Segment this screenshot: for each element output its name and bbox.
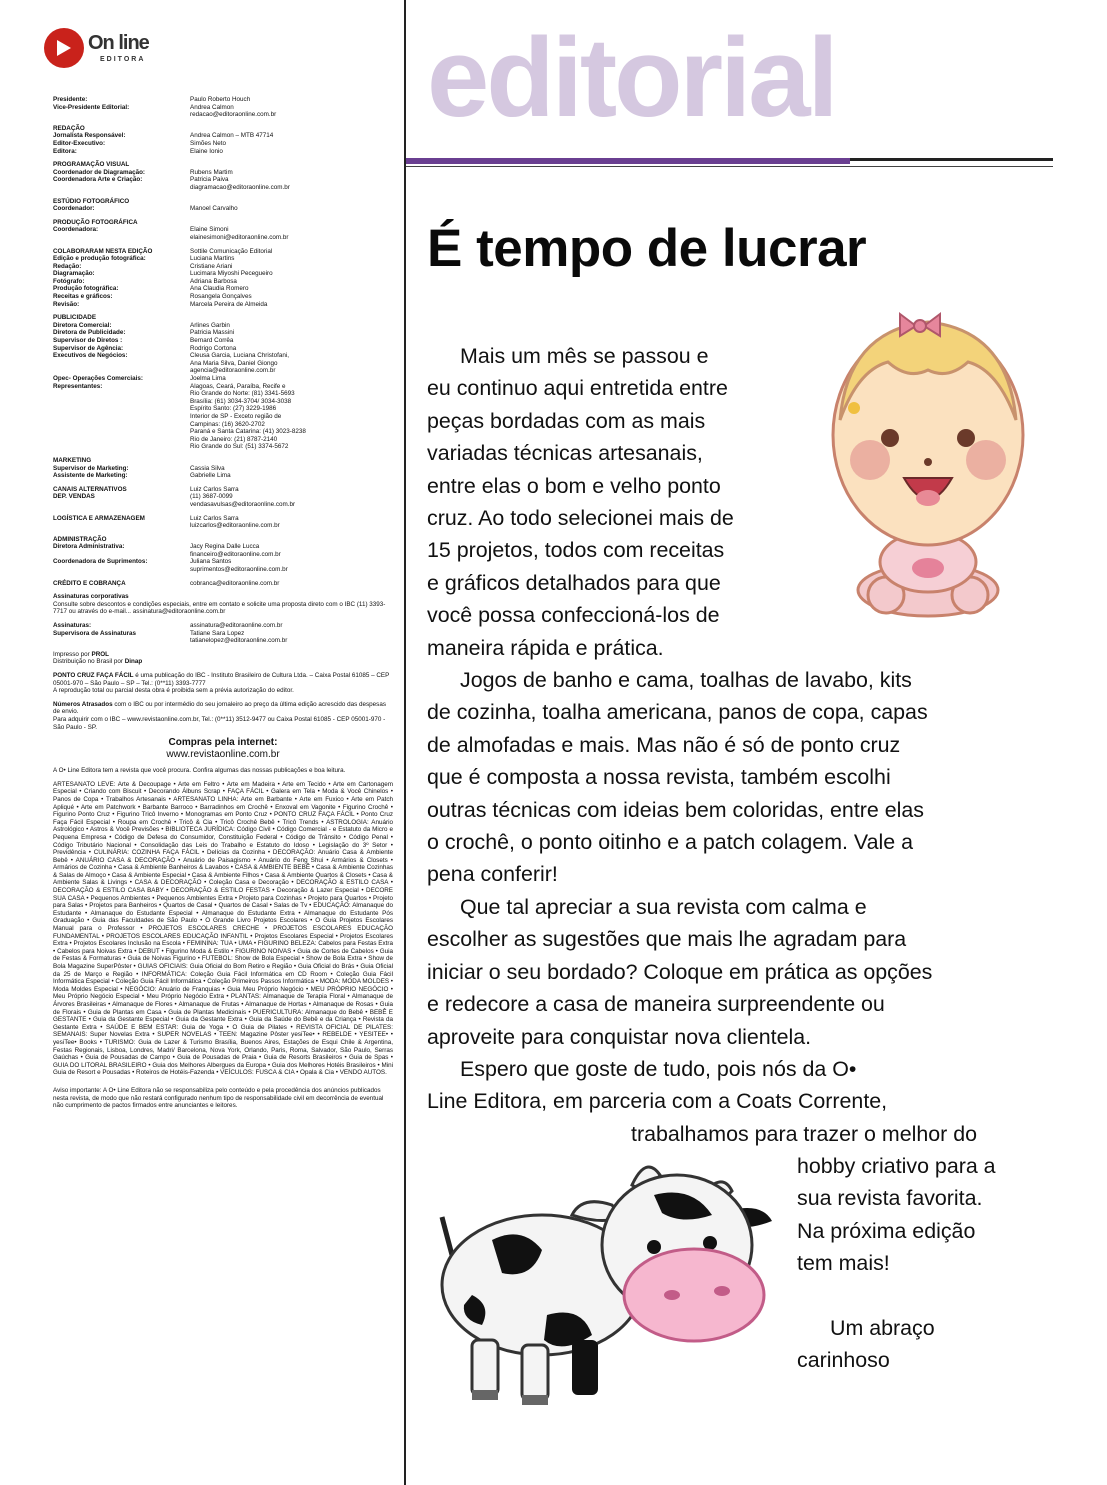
staff-role: Coordenadora de Suprimentos: xyxy=(53,558,148,566)
staff-row xyxy=(53,270,393,278)
staff-row xyxy=(53,255,393,263)
staff-role xyxy=(53,551,190,559)
section-heading-value: Luiz Carlos Sarra xyxy=(190,514,239,522)
section-title: editorial xyxy=(427,15,836,140)
staff-marketing xyxy=(53,457,393,480)
body-block-1 xyxy=(427,340,734,664)
staff-row xyxy=(53,234,393,242)
staff-role: Diagramação: xyxy=(53,270,95,278)
text-line: peças bordadas com as mais xyxy=(427,408,706,433)
staff-role: Supervisora de Assinaturas xyxy=(53,629,137,637)
staff-role xyxy=(53,367,190,375)
publisher-logo xyxy=(44,28,174,72)
staff-role: Coordenadora Arte e Criação: xyxy=(53,176,143,184)
back-issues-contact: Para adquirir com o IBC – www.revistaonline.com.br, Tel.: (0**11) 3512-9477 ou Caixa Postal 61085 - CEP 05001-970 - São Paulo - SP. xyxy=(53,715,386,731)
text-line: entre elas o bom e velho ponto xyxy=(427,473,721,498)
staff-row xyxy=(53,522,393,530)
printed-by-label: Impresso por xyxy=(53,650,90,658)
staff-row xyxy=(53,465,393,473)
dark-rule xyxy=(850,158,1053,161)
staff-row xyxy=(53,176,393,184)
staff-role: Coordenadora: xyxy=(53,226,99,234)
staff-role xyxy=(53,566,190,574)
staff-role: Editora: xyxy=(53,147,77,155)
distribution-label: Distribuição no Brasil por xyxy=(53,658,123,666)
staff-row xyxy=(53,345,393,353)
staff-row xyxy=(53,169,393,177)
staff-value: elainesimoni@editoraonline.com.br xyxy=(190,233,289,241)
staff-row xyxy=(53,329,393,337)
staff-administracao xyxy=(53,536,393,574)
staff-value: Elaine Simoni xyxy=(190,226,229,234)
staff-programacao xyxy=(53,161,393,191)
section-heading: PROGRAMAÇÃO VISUAL xyxy=(53,161,130,169)
staff-role: Editor-Executivo: xyxy=(53,139,106,147)
staff-row xyxy=(53,383,393,391)
staff-row xyxy=(53,360,393,368)
staff-role: Assinaturas: xyxy=(53,622,92,630)
body-block-4 xyxy=(427,1053,887,1118)
corporate-subscriptions xyxy=(53,593,393,616)
staff-row xyxy=(53,390,393,398)
staff-role: Vice-Presidente Editorial: xyxy=(53,103,130,111)
text-line: Na próxima edição xyxy=(797,1218,976,1243)
text-line: eu continuo aqui entretida entre xyxy=(427,376,728,401)
staff-value: Rosangela Gonçalves xyxy=(190,293,252,301)
staff-value: Juliana Santos xyxy=(190,558,232,566)
text-line: Mais um mês se passou e xyxy=(460,344,709,368)
staff-value: financeiro@editoraonline.com.br xyxy=(190,550,281,558)
staff-value: Rio Grande do Sul: (51) 3374-5672 xyxy=(190,443,289,451)
staff-value: Tatiane Sara Lopez xyxy=(190,629,245,637)
staff-value: Paulo Roberto Houch xyxy=(190,96,251,103)
staff-value: Espírito Santo: (27) 3229-1986 xyxy=(190,405,277,413)
staff-role: Supervisor de Marketing: xyxy=(53,464,129,472)
staff-producao xyxy=(53,219,393,242)
text-line: que é composta a nossa revista, também escolhi xyxy=(427,765,891,790)
masthead-column xyxy=(0,0,405,1485)
staff-role: DEP. VENDAS xyxy=(53,493,95,501)
staff-role: Supervisor de Agência: xyxy=(53,344,124,352)
staff-role: Redação: xyxy=(53,262,82,270)
text-line: maneira rápida e prática. xyxy=(427,635,664,660)
section-heading: CRÉDITO E COBRANÇA xyxy=(53,579,126,587)
staff-role xyxy=(53,413,190,421)
section-heading-value: Sottile Comunicação Editorial xyxy=(190,247,273,255)
staff-value: Arlines Garbin xyxy=(190,321,230,329)
staff-role xyxy=(53,443,190,451)
publication-name: PONTO CRUZ FAÇA FÁCIL xyxy=(53,672,134,679)
staff-row xyxy=(53,263,393,271)
staff-role xyxy=(53,111,190,119)
staff-row xyxy=(53,375,393,383)
text-line: 15 projetos, todos com receitas xyxy=(427,538,725,563)
staff-canais xyxy=(53,486,393,509)
corporate-subscriptions-title: Assinaturas corporativas xyxy=(53,593,129,601)
staff-role xyxy=(53,637,190,645)
staff-role: Revisão: xyxy=(53,300,80,308)
staff-credito xyxy=(53,580,393,588)
staff-value: Cristiane Ariani xyxy=(190,262,233,270)
staff-value: Jacy Regina Dalle Lucca xyxy=(190,543,260,551)
staff-value: assinatura@editoraonline.com.br xyxy=(190,622,283,630)
staff-value: Rubens Martim xyxy=(190,168,233,176)
section-heading: PRODUÇÃO FOTOGRÁFICA xyxy=(53,218,138,226)
staff-role: Opec- Operações Comerciais: xyxy=(53,375,143,382)
staff-value: Alagoas, Ceará, Paraíba, Recife e xyxy=(190,382,286,390)
staff-row xyxy=(53,96,393,104)
staff-value: Manoel Carvalho xyxy=(190,205,238,213)
staff-value: Andrea Calmon xyxy=(190,103,234,111)
staff-value: Interior de SP - Exceto região de xyxy=(190,412,282,420)
staff-value: Paraná e Santa Catarina: (41) 3023-8238 xyxy=(190,428,306,436)
online-purchase-title: Compras pela internet: xyxy=(168,737,278,749)
staff-publicidade xyxy=(53,314,393,451)
printing-info xyxy=(53,651,393,666)
staff-top xyxy=(53,96,393,119)
staff-row xyxy=(53,622,393,630)
text-line: cruz. Ao todo selecionei mais de xyxy=(427,506,734,531)
staff-row xyxy=(53,543,393,551)
staff-assinaturas xyxy=(53,622,393,645)
staff-row xyxy=(53,436,393,444)
text-line: Line Editora, em parceria com a Coats Corrente, xyxy=(427,1089,888,1114)
staff-estudio xyxy=(53,198,393,213)
body-line-trabalhamos: trabalhamos para trazer o melhor do xyxy=(631,1122,977,1146)
staff-role: Representantes: xyxy=(53,382,103,390)
staff-row xyxy=(53,184,393,192)
staff-value: Cleusa Garcia, Luciana Christofani, xyxy=(190,352,290,360)
staff-value: tatianelopez@editoraonline.com.br xyxy=(190,637,288,645)
staff-role: Receitas e gráficos: xyxy=(53,293,113,301)
printed-by-value: PROL xyxy=(91,650,109,658)
staff-role xyxy=(53,398,190,406)
staff-value: Luciana Martins xyxy=(190,255,235,263)
text-line: Jogos de banho e cama, toalhas de lavabo, kits xyxy=(460,668,912,692)
staff-role: Coordenador: xyxy=(53,205,95,213)
body-block-5 xyxy=(797,1150,996,1280)
section-heading: ESTÚDIO FOTOGRÁFICO xyxy=(53,197,130,205)
staff-row xyxy=(53,278,393,286)
section-heading: ADMINISTRAÇÃO xyxy=(53,535,107,543)
publication-text: é uma publicação do IBC - Instituto Brasileiro de Cultura Ltda. – Caixa Postal 61085 – CEP 05001-970 – São Paulo – SP – Tel.: (0**11) 3393-7777 xyxy=(53,672,390,687)
staff-row xyxy=(53,443,393,451)
text-line: Que tal apreciar a sua revista com calma e xyxy=(460,895,867,919)
text-line: sua revista favorita. xyxy=(797,1186,983,1211)
text-line: Um abraço xyxy=(830,1316,935,1340)
staff-value: Rio de Janeiro: (21) 8787-2140 xyxy=(190,435,278,443)
staff-role xyxy=(53,405,190,413)
online-purchase-url[interactable]: www.revistaonline.com.br xyxy=(166,749,280,761)
text-line: variadas técnicas artesanais, xyxy=(427,441,703,466)
staff-value: diagramacao@editoraonline.com.br xyxy=(190,183,290,191)
section-heading: LOGÍSTICA E ARMAZENAGEM xyxy=(53,514,145,522)
reproduction-notice: A reprodução total ou parcial desta obra é proibida sem a prévia autorização do editor. xyxy=(53,687,294,695)
staff-row xyxy=(53,413,393,421)
staff-row xyxy=(53,140,393,148)
catalog-intro: A O• Line Editora tem a revista que você procura. Confira algumas das nossas publicações e boa leitura. xyxy=(53,767,346,775)
staff-row xyxy=(53,501,393,509)
purple-rule xyxy=(406,158,850,164)
text-line: de almofadas e mais. Mas não é só de ponto cruz xyxy=(427,732,901,757)
staff-row xyxy=(53,405,393,413)
staff-role: Jornalista Responsável: xyxy=(53,132,126,140)
staff-role xyxy=(53,428,190,436)
text-line: iniciar o seu bordado? Coloque em prática as opções xyxy=(427,959,933,984)
back-issues-title: Números Atrasados xyxy=(53,700,113,708)
staff-row xyxy=(53,428,393,436)
section-heading: PUBLICIDADE xyxy=(53,314,97,322)
staff-role xyxy=(53,436,190,444)
staff-row xyxy=(53,337,393,345)
staff-value: Ana Maria Silva, Daniel Giongo xyxy=(190,359,278,367)
headline: É tempo de lucrar xyxy=(427,219,867,278)
staff-role: Produção fotográfica: xyxy=(53,285,119,293)
staff-value: suprimentos@editoraonline.com.br xyxy=(190,566,288,574)
catalog-list: ARTESANATO LEVE: Arte & Decoupage • Arte em Feltro • Arte em Madeira • Arte em Tecido • Arte em Cartonagem Especial • Criando com Biscuit • Decorando Álbuns Scrap • FAÇA FÁCIL • Galera em Tela • Moda & Você Chinelos • Panos de Copa • Trabalhos Artesanais • ARTESANATO LINHA: Arte em Barbante • Arte em Fuxico • Arte em Patch Apliqué • Arte em Patchwork • Barbante Barroco • Barradinhos em Crochê • Enxoval em Vagonite • Figurino Crochê • Figurino Ponto Cruz • Figurino Tricô Inverno • Monogramas em Ponto Cruz • PONTO CRUZ FAÇA FÁCIL • Ponto Cruz Faça Fácil Especial • Roupa em Crochê • Tricô & Cia • Tricô Crochê Bebê • Tricô Trends • ASTROLOGIA: Anuário Astrológico • Astros & Você Previsões • BIBLIOTECA JURÍDICA: Código Civil • Código Comercial - e Estatuto da Micro e Pequena Empresa • Código de Defesa do Consumidor, Constituição Federal • Código de Trânsito • Código Penal • Código Tributário Nacional • Consolidação das Leis do Trabalho e Estatuto do Idoso • Legislação do 3º Setor • Previdência • CULINÁRIA: COZINHA FAÇA FÁCIL • Delícias da Cozinha • DECORAÇÃO: Anuário Casa & Ambiente Bebê • ANUÁRIO CASA & DECORAÇÃO • Anuário de Paisagismo • Anuário do Feng Shui • Armários & Closets • Armários de Cozinha • Casa & Ambiente Banheiros & Lavabos • CASA & AMBIENTE BEBÊ • Casa & Ambiente Cozinhas & Salas de Almoço • Casa & Ambiente Especial • Casa & Ambiente Filhos • Casa & Ambiente Quartos & Closets • Casa & Ambiente Salas & Livings • CASA & DECORAÇÃO • Coleção Casa e Decoração • DECORAÇÃO & ESTILO CASA • DECORAÇÃO & ESTILO CASA BABY • DECORAÇÃO & ESTILO FESTAS • Decoração & Lazer Especial • DECORE SUA CASA • Pequenos Ambientes • Pequenos Ambientes Extra • Projeto para Cozinhas • Projeto para Quartos • Projeto para Salas • Projetos para Banheiros • Quartos de Casal • Quartos de Casal • Salas de Tv • EDUCAÇÃO: Almanaque do Estudante • Almanaque do Estudante Especial • Almanaque do Estudante Extra • Almanaque do Estudante Pós Graduação • Guia das Faculdades de São Paulo • O Grande Livro Projetos Escolares • O Guia Projetos Escolares Manual para o Professor • PROJETOS ESCOLARES CRECHE • PROJETOS ESCOLARES EDUCAÇÃO FUNDAMENTAL • PROJETOS ESCOLARES EDUCAÇÃO INFANTIL • Projetos Escolares Especial • Projetos Escolares Extra • Projetos Escolares Inclusão na Escola • FEMININA: TUA • UMA • FIGURINO BELEZA: Cabelos para Festas Extra • Cabelos para Noivas Extra • DEBUT • Figurino Moda & Estilo • FIGURINO NOIVAS • Guia de Cortes de Cabelos • Guia de Festas & Formaturas • Guia de Noivas Figurino • FUTEBOL: Show de Bola Especial • Show de Bola Extra • Show de Bola Magazine SuperPôster • GUIAS OFICIAIS: Guia Oficial do Bom Retiro e Região • Guia Oficial do Brás • Guia Oficial da 25 de Março e Região • INFORMÁTICA: Coleção Guia Fácil Informática em CD Room • Coleção Guia Fácil Informática Especial • Coleção Guia Fácil Informática • Coleção Primeiros Passos Informática • MODA: MODA MOLDES • Moda Moldes Especial • NEGÓCIO: Anuário de Franquias • Guia Meu Próprio Negócio • MEU PRÓPRIO NEGÓCIO • Meu Próprio Negócio Especial • Meu Próprio Negócio Extra • PLANTAS: Almanaque de Terapia Floral • Almanaque de Árvores Brasileiras • Almanaque de Flores • Almanaque de Frutas • Almanaque de Hortas • Almanaque de Rosas • Guia de Florais • Guia de Plantas em Casa • Guia de Plantas Medicinais • PUERICULTURA: Almanaque do Bebê • BEBÊ E GESTANTE • Guia da Gestante Especial • Guia da Gestante Extra • Guia da Saúde do Bebê e da Criança • Revista da Gestante Extra • SAÚDE E BEM ESTAR: Guia de Yoga • O Guia de Pilates • REVISTA OFICIAL DE PILATES: SEMANAIS: Super Novelas Extra • SUPER NOVELAS • TEEN: Magazine Pôster yesiTee• • REBELDE • YESITEE• • yesiTee• Books • TURISMO: Guia de Lazer & Turismo Brasília, Buenos Aires, Estações de Esqui Chile & Argentina, Festas Regionais, Lisboa, Londres, Madri/ Barcelona, Nova York, Orlando, Paris, Roma, Salvador, São Paulo, Serras Gaúchas • Guia de Pousadas de Campo • Guia de Pousadas de Praia • Guia de Resorts Brasileiros • Guia de Spas • GUIA DO LITORAL BRASILEIRO • Guia dos Melhores Albergues da Europa • Guia dos Melhores Hotéis Brasileiros • Mini Guia de Resort e Pousadas • Roteiros de Hotéis-Fazenda • VEÍCULOS: FUSCA & CIA • Opala & Cia • VENDO AUTOS. xyxy=(53,780,393,1077)
staff-row xyxy=(53,421,393,429)
staff-role: Executivos de Negócios: xyxy=(53,352,128,360)
staff-value: Brasília: (61) 3034-3704/ 3034-3038 xyxy=(190,397,292,405)
staff-row xyxy=(53,558,393,566)
staff-value: Patricia Massini xyxy=(190,329,235,337)
staff-row xyxy=(53,367,393,375)
staff-row xyxy=(53,301,393,309)
staff-role: Diretora Comercial: xyxy=(53,321,112,329)
text-line: carinhoso xyxy=(797,1348,890,1373)
staff-value: agencia@editoraonline.com.br xyxy=(190,367,276,375)
body-block-3 xyxy=(427,891,932,1053)
staff-row xyxy=(53,352,393,360)
staff-role: Assistente de Marketing: xyxy=(53,472,128,480)
staff-row xyxy=(53,493,393,501)
staff-value: redacao@editoraonline.com.br xyxy=(190,111,277,119)
text-line: outras técnicas com ideias bem coloridas, entre elas xyxy=(427,797,924,822)
text-line: você possa confeccioná-los de xyxy=(427,603,720,628)
text-line: e gráficos detalhados para que xyxy=(427,570,721,595)
staff-value: Ana Claudia Romero xyxy=(190,285,249,293)
section-heading: COLABORARAM NESTA EDIÇÃO xyxy=(53,247,153,255)
staff-value: (11) 3687-0099 xyxy=(190,493,233,501)
staff-value: Campinas: (16) 3620-2702 xyxy=(190,420,265,428)
staff-colaboraram xyxy=(53,248,393,309)
section-heading: MARKETING xyxy=(53,456,92,464)
staff-row xyxy=(53,293,393,301)
online-purchase xyxy=(53,737,393,761)
editorial-column xyxy=(406,0,1107,1485)
text-line: tem mais! xyxy=(797,1251,890,1276)
staff-row xyxy=(53,226,393,234)
text-line: Espero que goste de tudo, pois nós da O• xyxy=(460,1057,857,1081)
baby-cross-stitch-illustration xyxy=(828,300,1028,630)
signoff xyxy=(797,1312,935,1377)
staff-row xyxy=(53,551,393,559)
section-heading-value: Luiz Carlos Sarra xyxy=(190,485,239,493)
staff-role xyxy=(53,501,190,509)
staff-row xyxy=(53,637,393,645)
corporate-subscriptions-text: Consulte sobre descontos e condições especiais, entre em contato e solicite uma proposta direto com o IBC (11) 3393-7717 ou através do e-mail... assinatura@editoraonline.com.br xyxy=(53,600,386,616)
staff-role: Diretora de Publicidade: xyxy=(53,329,126,337)
staff-role: Edição e produção fotográfica: xyxy=(53,255,146,263)
staff-redacao xyxy=(53,125,393,155)
staff-value: Lucimara Miyoshi Pecegueiro xyxy=(190,270,273,278)
staff-value: Elaine Ionio xyxy=(190,147,223,155)
text-line: o crochê, o ponto oitinho e a patch colagem. Vale a xyxy=(427,830,913,855)
back-issues-info xyxy=(53,701,393,731)
staff-role: Fotógrafo: xyxy=(53,277,85,285)
logo-play-icon xyxy=(44,28,84,68)
text-line: e redecore a casa de maneira surpreendente ou xyxy=(427,992,885,1017)
staff-value: Bernard Corrêa xyxy=(190,337,234,345)
staff-role xyxy=(53,184,190,192)
staff-value: Joelma Lima xyxy=(190,375,226,382)
text-line: pena conferir! xyxy=(427,862,558,887)
text-line: de cozinha, toalha americana, panos de copa, capas xyxy=(427,700,928,725)
staff-value: Rodrigo Cortona xyxy=(190,344,237,352)
staff-row xyxy=(53,205,393,213)
staff-value: vendasavulsas@editoraonline.com.br xyxy=(190,500,296,508)
staff-row xyxy=(53,630,393,638)
staff-role: Diretora Administrativa: xyxy=(53,543,125,551)
staff-row xyxy=(53,322,393,330)
back-issues-text: com o IBC ou por intermédio do seu jornaleiro ao preço da última edição acrescido das despesas de envio. xyxy=(53,700,386,716)
staff-row xyxy=(53,148,393,156)
staff-row xyxy=(53,111,393,119)
staff-row xyxy=(53,132,393,140)
section-heading: REDAÇÃO xyxy=(53,124,85,132)
staff-value: Andrea Calmon – MTB 47714 xyxy=(190,132,274,140)
staff-row xyxy=(53,398,393,406)
staff-role xyxy=(53,421,190,429)
staff-logistica xyxy=(53,515,393,530)
section-heading: CANAIS ALTERNATIVOS xyxy=(53,485,127,493)
staff-value: Rio Grande do Norte: (81) 3341-5693 xyxy=(190,390,295,398)
staff-role xyxy=(53,390,190,398)
section-heading-value: cobranca@editoraonline.com.br xyxy=(190,579,280,587)
staff-value: Marcela Pereira de Almeida xyxy=(190,300,268,308)
staff-role xyxy=(53,522,190,530)
legal-notice: Aviso importante: A O• Line Editora não se responsabiliza pelo conteúdo e pela procedência dos anúncios publicados nesta revista, de modo que não restará configurado nenhum tipo de responsabilidade civil em decorrência de eventual não cumprimento de pactos firmados entre anunciantes e leitores. xyxy=(53,1086,384,1110)
staff-role xyxy=(53,234,190,242)
staff-value: Simões Neto xyxy=(190,139,227,147)
logo-subtitle: EDITORA xyxy=(100,56,146,63)
staff-role xyxy=(53,360,190,368)
staff-role: Supervisor de Diretos : xyxy=(53,337,123,345)
text-line: aproveite para conquistar nova clientela. xyxy=(427,1024,812,1049)
text-line: escolher as sugestões que mais lhe agradam para xyxy=(427,927,907,952)
distribution-value: Dinap xyxy=(124,658,143,666)
staff-value: Adriana Barbosa xyxy=(190,277,237,285)
staff-value: Gabrielle Lima xyxy=(190,472,231,480)
staff-row xyxy=(53,566,393,574)
publication-info xyxy=(53,672,393,695)
cow-cross-stitch-illustration xyxy=(432,1155,802,1415)
staff-value: luizcarlos@editoraonline.com.br xyxy=(190,522,280,530)
staff-row xyxy=(53,472,393,480)
staff-row xyxy=(53,104,393,112)
staff-value: Cassia Silva xyxy=(190,464,225,472)
logo-name: On line xyxy=(88,32,149,54)
text-line: hobby criativo para a xyxy=(797,1154,996,1178)
body-block-2 xyxy=(427,664,928,891)
thin-rule xyxy=(406,166,1053,167)
staff-value: Patricia Paiva xyxy=(190,176,229,184)
staff-list xyxy=(53,96,393,1116)
staff-row xyxy=(53,285,393,293)
staff-role: Presidente: xyxy=(53,96,88,103)
staff-role: Coordenador de Diagramação: xyxy=(53,168,146,176)
